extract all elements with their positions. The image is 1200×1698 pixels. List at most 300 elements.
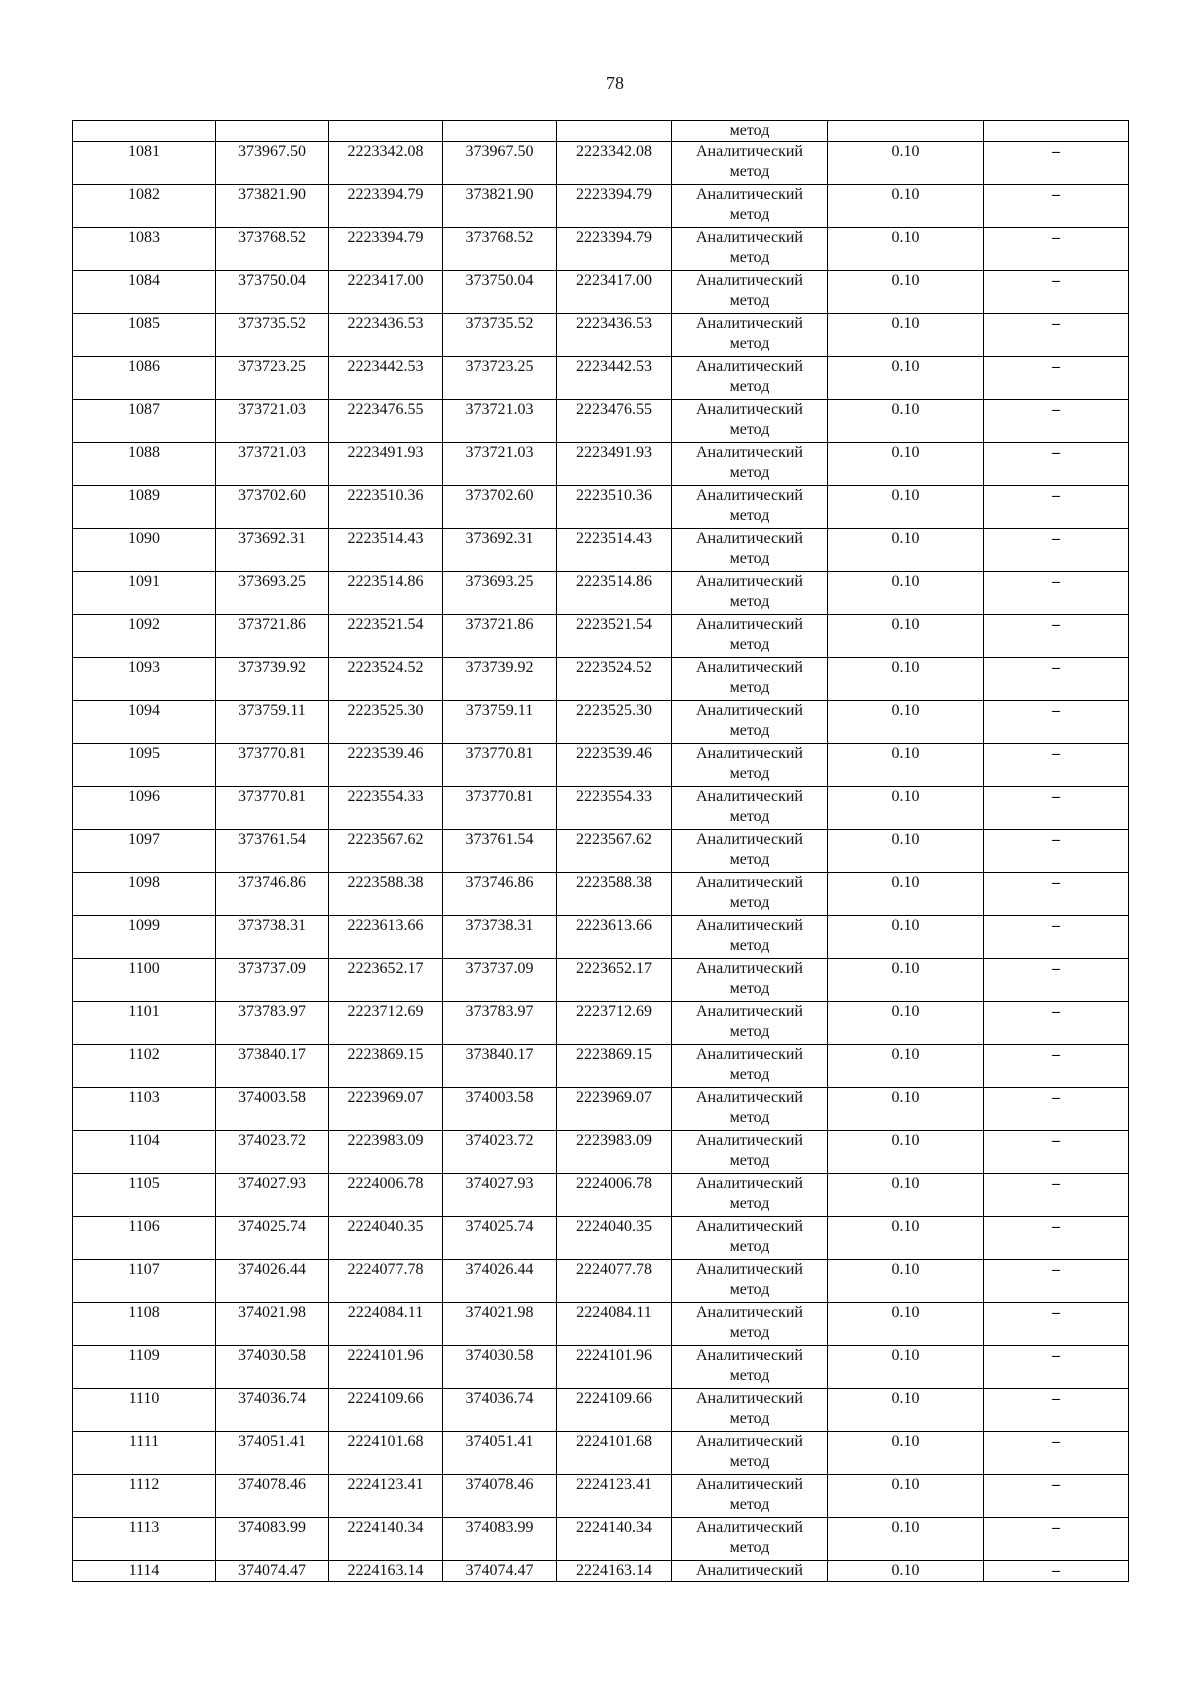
point-number-cell: 1092 [73, 615, 216, 658]
accuracy-cell: 0.10 [828, 916, 984, 959]
accuracy-cell: 0.10 [828, 142, 984, 185]
y1-cell: 2223442.53 [329, 357, 443, 400]
x2-cell: 373750.04 [443, 271, 557, 314]
x1-cell: 373721.03 [216, 400, 329, 443]
method-line-1: Аналитический [695, 702, 803, 719]
y2-cell: 2223613.66 [557, 916, 672, 959]
y2-cell: 2224101.96 [557, 1346, 672, 1389]
point-number-cell: 1083 [73, 228, 216, 271]
x1-cell: 373770.81 [216, 744, 329, 787]
accuracy-cell: 0.10 [828, 529, 984, 572]
method-line-2: метод [729, 1109, 770, 1126]
x2-cell: 374027.93 [443, 1174, 557, 1217]
method-line-2: метод [729, 249, 770, 266]
x1-cell: 374003.58 [216, 1088, 329, 1131]
y1-cell: 2224077.78 [329, 1260, 443, 1303]
x2-cell: 374051.41 [443, 1432, 557, 1475]
y1-cell: 2223613.66 [329, 916, 443, 959]
accuracy-cell: 0.10 [828, 744, 984, 787]
accuracy-cell: 0.10 [828, 830, 984, 873]
y2-cell: 2224109.66 [557, 1389, 672, 1432]
x1-cell: 373761.54 [216, 830, 329, 873]
y2-cell: 2224006.78 [557, 1174, 672, 1217]
method-line-2: метод [729, 335, 770, 352]
method-line-2: метод [729, 894, 770, 911]
y1-cell: 2224040.35 [329, 1217, 443, 1260]
method-line-2: метод [729, 464, 770, 481]
note-cell: – [984, 185, 1129, 228]
x2-cell: 373737.09 [443, 959, 557, 1002]
method-cell [672, 1131, 828, 1174]
accuracy-cell: 0.10 [828, 1389, 984, 1432]
note-cell: – [984, 1346, 1129, 1389]
x2-cell: 374074.47 [443, 1561, 557, 1582]
y1-cell: 2223969.07 [329, 1088, 443, 1131]
accuracy-cell: 0.10 [828, 314, 984, 357]
x1-cell: 373821.90 [216, 185, 329, 228]
accuracy-cell: 0.10 [828, 1260, 984, 1303]
y1-cell: 2223652.17 [329, 959, 443, 1002]
note-cell: – [984, 1260, 1129, 1303]
accuracy-cell: 0.10 [828, 228, 984, 271]
y1-cell: 2223983.09 [329, 1131, 443, 1174]
continued-row [73, 121, 1129, 142]
x1-cell: 374051.41 [216, 1432, 329, 1475]
note-cell: – [984, 1432, 1129, 1475]
x1-cell: 374030.58 [216, 1346, 329, 1389]
method-line-1: Аналитический [695, 745, 803, 762]
x2-cell: 373761.54 [443, 830, 557, 873]
method-cell [672, 400, 828, 443]
point-number-cell: 1109 [73, 1346, 216, 1389]
point-number-cell: 1086 [73, 357, 216, 400]
y2-cell: 2223394.79 [557, 185, 672, 228]
point-number-cell: 1105 [73, 1174, 216, 1217]
y2-cell: 2223442.53 [557, 357, 672, 400]
accuracy-cell: 0.10 [828, 400, 984, 443]
method-line-1: Аналитический [695, 315, 803, 332]
accuracy-cell: 0.10 [828, 271, 984, 314]
method-line-1: Аналитический [695, 401, 803, 418]
point-number-cell: 1103 [73, 1088, 216, 1131]
method-line-1: Аналитический [695, 874, 803, 891]
y1-cell: 2223510.36 [329, 486, 443, 529]
method-line-1: Аналитический [695, 616, 803, 633]
method-line-2: метод [729, 1539, 770, 1556]
x1-cell: 373750.04 [216, 271, 329, 314]
method-line-2: метод [729, 1066, 770, 1083]
y2-cell: 2223514.43 [557, 529, 672, 572]
note-cell: – [984, 916, 1129, 959]
note-cell: – [984, 1088, 1129, 1131]
table-row [73, 1088, 1129, 1131]
accuracy-cell: 0.10 [828, 1174, 984, 1217]
x1-cell: 374036.74 [216, 1389, 329, 1432]
method-line-2: метод [729, 1496, 770, 1513]
x2-cell: 374030.58 [443, 1346, 557, 1389]
method-line-1: Аналитический [695, 530, 803, 547]
accuracy-cell: 0.10 [828, 787, 984, 830]
table-row [73, 1518, 1129, 1561]
y1-cell: 2223436.53 [329, 314, 443, 357]
accuracy-cell: 0.10 [828, 1518, 984, 1561]
method-cell [672, 1045, 828, 1088]
table-row [73, 1045, 1129, 1088]
point-number-cell: 1114 [73, 1561, 216, 1582]
method-line-2: метод [729, 593, 770, 610]
y2-cell: 2223588.38 [557, 873, 672, 916]
table-row [73, 959, 1129, 1002]
table-row [73, 1217, 1129, 1260]
table-row [73, 1389, 1129, 1432]
method-line-2: метод [729, 851, 770, 868]
note-cell: – [984, 959, 1129, 1002]
table-row [73, 1346, 1129, 1389]
method-line-2: метод [729, 1324, 770, 1341]
method-line-1: Аналитический [695, 659, 803, 676]
point-number-cell: 1111 [73, 1432, 216, 1475]
point-number-cell: 1100 [73, 959, 216, 1002]
y1-cell: 2223394.79 [329, 185, 443, 228]
x2-cell: 374003.58 [443, 1088, 557, 1131]
note-cell: – [984, 744, 1129, 787]
method-line-2: метод [729, 1367, 770, 1384]
x2-cell: 373738.31 [443, 916, 557, 959]
x1-cell: 373702.60 [216, 486, 329, 529]
point-number-cell: 1101 [73, 1002, 216, 1045]
table-row [73, 1303, 1129, 1346]
x2-cell: 373783.97 [443, 1002, 557, 1045]
method-cell [672, 1002, 828, 1045]
accuracy-cell: 0.10 [828, 443, 984, 486]
table-row [73, 400, 1129, 443]
table-row [73, 873, 1129, 916]
accuracy-cell: 0.10 [828, 1131, 984, 1174]
note-cell: – [984, 701, 1129, 744]
x2-cell: 373770.81 [443, 744, 557, 787]
x1-cell: 373735.52 [216, 314, 329, 357]
method-cell [672, 228, 828, 271]
x2-cell: 374025.74 [443, 1217, 557, 1260]
y1-cell: 2223712.69 [329, 1002, 443, 1045]
method-cell [672, 443, 828, 486]
empty-cell [557, 121, 672, 142]
empty-cell [73, 121, 216, 142]
table-row [73, 1475, 1129, 1518]
note-cell: – [984, 1174, 1129, 1217]
point-number-cell: 1088 [73, 443, 216, 486]
note-cell: – [984, 443, 1129, 486]
accuracy-cell: 0.10 [828, 486, 984, 529]
x1-cell: 374026.44 [216, 1260, 329, 1303]
x1-cell: 373770.81 [216, 787, 329, 830]
x2-cell: 373739.92 [443, 658, 557, 701]
y1-cell: 2223869.15 [329, 1045, 443, 1088]
note-cell: – [984, 1045, 1129, 1088]
table-row [73, 228, 1129, 271]
x2-cell: 373723.25 [443, 357, 557, 400]
x1-cell: 373721.03 [216, 443, 329, 486]
method-cell [672, 185, 828, 228]
y2-cell: 2224101.68 [557, 1432, 672, 1475]
x1-cell: 373840.17 [216, 1045, 329, 1088]
method-line-1: Аналитический [695, 1476, 803, 1493]
table-row [73, 1561, 1129, 1582]
note-cell: – [984, 658, 1129, 701]
y2-cell: 2223652.17 [557, 959, 672, 1002]
y1-cell: 2224163.14 [329, 1561, 443, 1582]
x1-cell: 374021.98 [216, 1303, 329, 1346]
x2-cell: 374036.74 [443, 1389, 557, 1432]
method-cell [672, 873, 828, 916]
method-line-1: Аналитический [695, 444, 803, 461]
note-cell: – [984, 1131, 1129, 1174]
y1-cell: 2223491.93 [329, 443, 443, 486]
y2-cell: 2223342.08 [557, 142, 672, 185]
x1-cell: 374027.93 [216, 1174, 329, 1217]
y1-cell: 2223525.30 [329, 701, 443, 744]
method-line-2: метод [729, 206, 770, 223]
point-number-cell: 1084 [73, 271, 216, 314]
y2-cell: 2224040.35 [557, 1217, 672, 1260]
x1-cell: 373746.86 [216, 873, 329, 916]
x2-cell: 373702.60 [443, 486, 557, 529]
accuracy-cell: 0.10 [828, 1217, 984, 1260]
coordinates-table [72, 120, 1129, 1582]
table-row [73, 916, 1129, 959]
x2-cell: 373770.81 [443, 787, 557, 830]
method-line-2: метод [729, 679, 770, 696]
method-cell [672, 959, 828, 1002]
note-cell: – [984, 314, 1129, 357]
method-line-2: метод [729, 980, 770, 997]
point-number-cell: 1096 [73, 787, 216, 830]
y1-cell: 2223554.33 [329, 787, 443, 830]
method-cell [672, 142, 828, 185]
method-cell [672, 486, 828, 529]
x1-cell: 373738.31 [216, 916, 329, 959]
y1-cell: 2224140.34 [329, 1518, 443, 1561]
table-row [73, 1002, 1129, 1045]
note-cell: – [984, 1561, 1129, 1582]
method-line-2: метод [729, 550, 770, 567]
method-cell [672, 787, 828, 830]
x2-cell: 373721.03 [443, 443, 557, 486]
table-row [73, 744, 1129, 787]
method-line-1: Аналитический [695, 1433, 803, 1450]
x2-cell: 373967.50 [443, 142, 557, 185]
x1-cell: 373737.09 [216, 959, 329, 1002]
method-cell [672, 529, 828, 572]
table-row [73, 1432, 1129, 1475]
table-row [73, 1131, 1129, 1174]
y1-cell: 2224006.78 [329, 1174, 443, 1217]
y1-cell: 2223476.55 [329, 400, 443, 443]
table-row [73, 658, 1129, 701]
y2-cell: 2224163.14 [557, 1561, 672, 1582]
table-row [73, 572, 1129, 615]
method-line-1: Аналитический [695, 1519, 803, 1536]
method-line-1: Аналитический [695, 186, 803, 203]
table-row [73, 357, 1129, 400]
table-row [73, 701, 1129, 744]
point-number-cell: 1095 [73, 744, 216, 787]
method-line-2: метод [729, 722, 770, 739]
y2-cell: 2223712.69 [557, 1002, 672, 1045]
note-cell: – [984, 1303, 1129, 1346]
x1-cell: 373721.86 [216, 615, 329, 658]
note-cell: – [984, 1217, 1129, 1260]
note-cell: – [984, 830, 1129, 873]
method-line-1: Аналитический [695, 487, 803, 504]
method-line-1: Аналитический [695, 917, 803, 934]
y2-cell: 2223969.07 [557, 1088, 672, 1131]
x1-cell: 373723.25 [216, 357, 329, 400]
y1-cell: 2224123.41 [329, 1475, 443, 1518]
method-line-2: метод [729, 507, 770, 524]
point-number-cell: 1108 [73, 1303, 216, 1346]
x2-cell: 373692.31 [443, 529, 557, 572]
method-line-1: Аналитический [695, 272, 803, 289]
x1-cell: 373768.52 [216, 228, 329, 271]
x2-cell: 373746.86 [443, 873, 557, 916]
accuracy-cell: 0.10 [828, 1475, 984, 1518]
method-line-2: метод [729, 1152, 770, 1169]
method-cell [672, 1475, 828, 1518]
y2-cell: 2223554.33 [557, 787, 672, 830]
method-cell [672, 1260, 828, 1303]
point-number-cell: 1098 [73, 873, 216, 916]
method-cell [672, 615, 828, 658]
x1-cell: 374078.46 [216, 1475, 329, 1518]
table-row [73, 1174, 1129, 1217]
x2-cell: 374023.72 [443, 1131, 557, 1174]
x1-cell: 373759.11 [216, 701, 329, 744]
page-number: 78 [606, 73, 624, 93]
point-number-cell: 1090 [73, 529, 216, 572]
note-cell: – [984, 271, 1129, 314]
table-row [73, 314, 1129, 357]
x2-cell: 373721.86 [443, 615, 557, 658]
method-cell [672, 1088, 828, 1131]
method-cell [672, 1174, 828, 1217]
method-line-1: Аналитический [695, 1003, 803, 1020]
method-line-2: метод [729, 1023, 770, 1040]
y1-cell: 2224109.66 [329, 1389, 443, 1432]
y1-cell: 2223342.08 [329, 142, 443, 185]
method-line-1: Аналитический [695, 1347, 803, 1364]
y2-cell: 2224077.78 [557, 1260, 672, 1303]
note-cell: – [984, 615, 1129, 658]
empty-cell [443, 121, 557, 142]
note-cell: – [984, 400, 1129, 443]
accuracy-cell: 0.10 [828, 658, 984, 701]
point-number-cell: 1089 [73, 486, 216, 529]
x2-cell: 374083.99 [443, 1518, 557, 1561]
note-cell: – [984, 787, 1129, 830]
method-cell [672, 658, 828, 701]
y1-cell: 2223514.86 [329, 572, 443, 615]
method-line-1: Аналитический [695, 1046, 803, 1063]
x2-cell: 373721.03 [443, 400, 557, 443]
y1-cell: 2223524.52 [329, 658, 443, 701]
accuracy-cell: 0.10 [828, 615, 984, 658]
note-cell: – [984, 572, 1129, 615]
method-line-2: метод [729, 1410, 770, 1427]
method-line-2: метод [729, 1238, 770, 1255]
accuracy-cell: 0.10 [828, 185, 984, 228]
table-row [73, 830, 1129, 873]
y2-cell: 2223521.54 [557, 615, 672, 658]
method-line-1: Аналитический [695, 1089, 803, 1106]
method-cell [672, 1346, 828, 1389]
method-line-2: метод [729, 808, 770, 825]
y2-cell: 2224140.34 [557, 1518, 672, 1561]
method-cell [672, 271, 828, 314]
point-number-cell: 1087 [73, 400, 216, 443]
method-line-2: метод [729, 421, 770, 438]
table-row [73, 271, 1129, 314]
y1-cell: 2223588.38 [329, 873, 443, 916]
y1-cell: 2223417.00 [329, 271, 443, 314]
x2-cell: 373840.17 [443, 1045, 557, 1088]
table-row [73, 486, 1129, 529]
method-cell [672, 357, 828, 400]
method-cell [672, 1518, 828, 1561]
method-line-2: метод [729, 292, 770, 309]
note-cell: – [984, 529, 1129, 572]
point-number-cell: 1107 [73, 1260, 216, 1303]
x1-cell: 373692.31 [216, 529, 329, 572]
method-line-2: метод [729, 765, 770, 782]
method-cell: Аналитический [672, 1561, 828, 1582]
table-row [73, 787, 1129, 830]
method-line-1: Аналитический [695, 1304, 803, 1321]
table-row [73, 1260, 1129, 1303]
empty-cell [329, 121, 443, 142]
note-cell: – [984, 357, 1129, 400]
y1-cell: 2224084.11 [329, 1303, 443, 1346]
y1-cell: 2224101.68 [329, 1432, 443, 1475]
method-line-1: Аналитический [695, 1218, 803, 1235]
point-number-cell: 1082 [73, 185, 216, 228]
point-number-cell: 1104 [73, 1131, 216, 1174]
point-number-cell: 1094 [73, 701, 216, 744]
point-number-cell: 1097 [73, 830, 216, 873]
method-line-1: Аналитический [695, 573, 803, 590]
method-line-1: Аналитический [695, 1175, 803, 1192]
table-body [73, 121, 1129, 1582]
note-cell: – [984, 1389, 1129, 1432]
accuracy-cell: 0.10 [828, 1346, 984, 1389]
x2-cell: 374021.98 [443, 1303, 557, 1346]
method-line-2: метод [729, 1453, 770, 1470]
point-number-cell: 1093 [73, 658, 216, 701]
x1-cell: 374074.47 [216, 1561, 329, 1582]
point-number-cell: 1112 [73, 1475, 216, 1518]
method-line-1: Аналитический [695, 788, 803, 805]
method-cell [672, 1389, 828, 1432]
method-line-1: Аналитический [695, 1132, 803, 1149]
y2-cell: 2223417.00 [557, 271, 672, 314]
method-line-2: метод [729, 937, 770, 954]
accuracy-cell: 0.10 [828, 959, 984, 1002]
point-number-cell: 1106 [73, 1217, 216, 1260]
y2-cell: 2223869.15 [557, 1045, 672, 1088]
y1-cell: 2223539.46 [329, 744, 443, 787]
note-cell: – [984, 1475, 1129, 1518]
y2-cell: 2223524.52 [557, 658, 672, 701]
